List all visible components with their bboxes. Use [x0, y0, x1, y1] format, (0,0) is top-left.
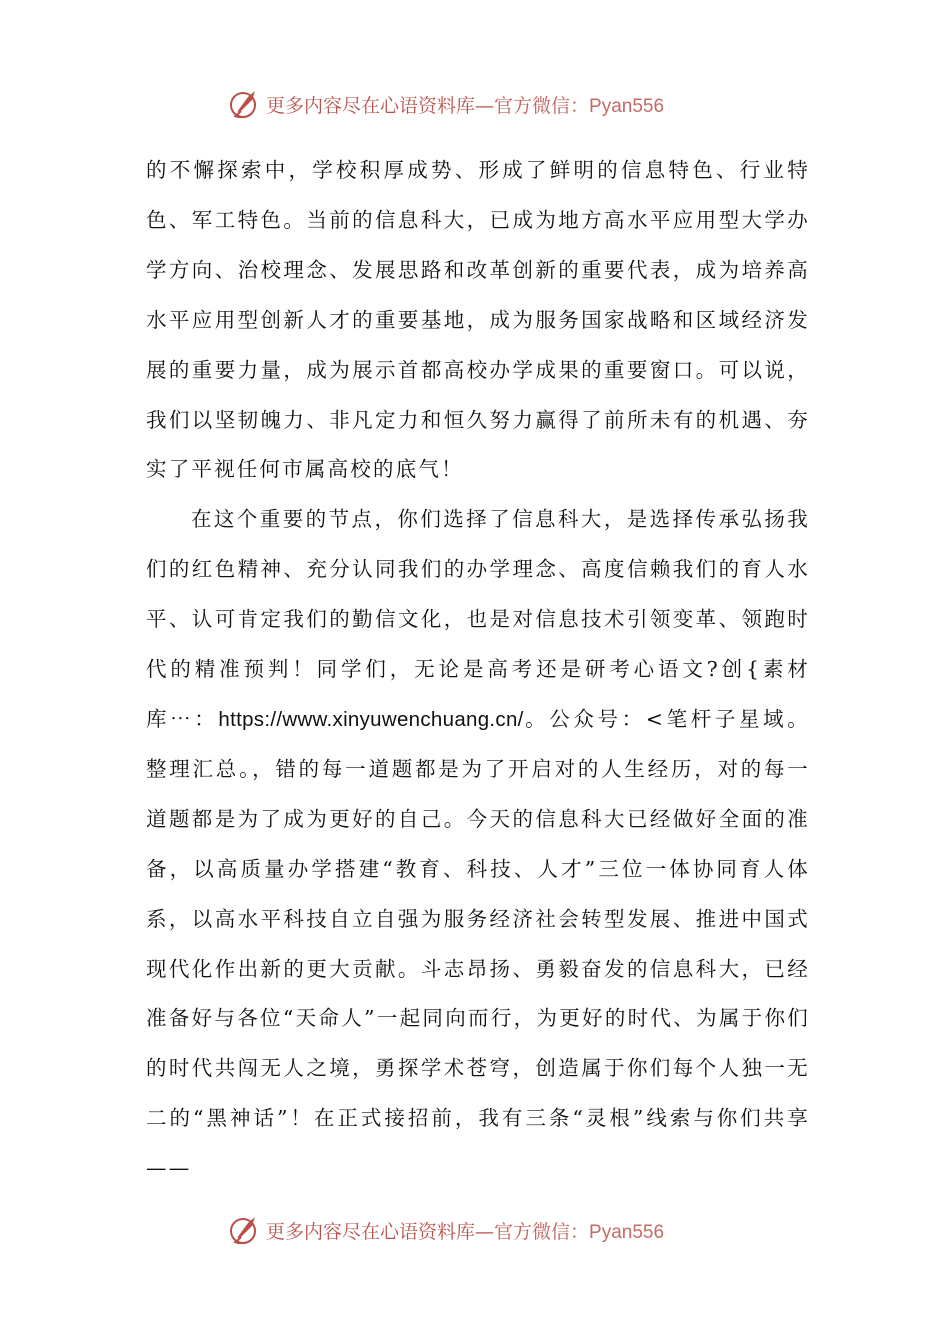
- footer-wechat-id: Pyan556: [589, 1221, 665, 1243]
- header-wechat-id: Pyan556: [589, 95, 665, 117]
- paragraph-2-intro: 在这个重要的节点，你们选择了信息科大，是选择传承弘扬我们的红色精神、充分认同我们的办学理念、高度信赖我们的育人水平、认可肯定我们的勤信文化，也是对信息技术引领变革、领跑时代的精准预判！同学们，无论是高考还是研考心语文?创{素材库⋯：: [146, 507, 810, 731]
- footer-site-text: 更多内容尽在心语资料库: [266, 1220, 476, 1243]
- footer-text: [266, 1217, 664, 1244]
- pen-nib-logo-icon: [228, 87, 262, 121]
- body-content: [146, 146, 810, 1194]
- body-paragraph-1: 的不懈探索中，学校积厚成势、形成了鲜明的信息特色、行业特色、军工特色。当前的信息科大，已成为地方高水平应用型大学办学方向、治校理念、发展思路和改革创新的重要代表，成为培养高水平应用型创新人才的重要基地，成为服务国家战略和区域经济发展的重要力量，成为展示首都高校办学成果的重要窗口。可以说，我们以坚韧魄力、非凡定力和恒久努力赢得了前所未有的机遇、夯实了平视任何市属高校的底气！: [146, 158, 810, 482]
- header-separator: —: [475, 94, 495, 117]
- body-paragraph-2: [146, 495, 810, 1194]
- header-wechat-label: 官方微信：: [494, 94, 590, 117]
- header-banner: [228, 84, 748, 124]
- paragraph-2-body: 。公众号：<笔杆子星域。整理汇总。，错的每一道题都是为了开启对的人生经历，对的每一道题都是为了成为更好的自己。今天的信息科大已经做好全面的准备，以高质量办学搭建“教育、科技、人才”三位一体协同育人体系，以高水平科技自立自强为服务经济社会转型发展、推进中国式现代化作出新的更大贡献。斗志昂扬、勇毅奋发的信息科大，已经准备好与各位“天命人”一起同向而行，为更好的时代、为属于你们的时代共闯无人之境，勇探学术苍穹，创造属于你们每个人独一无二的“黑神话”！在正式接招前，我有三条“灵根”线索与你们共享——: [146, 706, 810, 1181]
- source-url-link[interactable]: https://www.xinyuwenchuang.cn/: [218, 707, 524, 731]
- footer-wechat-label: 官方微信：: [494, 1220, 590, 1243]
- footer-separator: —: [475, 1220, 495, 1243]
- pen-nib-logo-icon: [228, 1213, 262, 1247]
- header-site-text: 更多内容尽在心语资料库: [266, 94, 476, 117]
- header-text: [266, 91, 664, 118]
- footer-banner: [228, 1210, 748, 1250]
